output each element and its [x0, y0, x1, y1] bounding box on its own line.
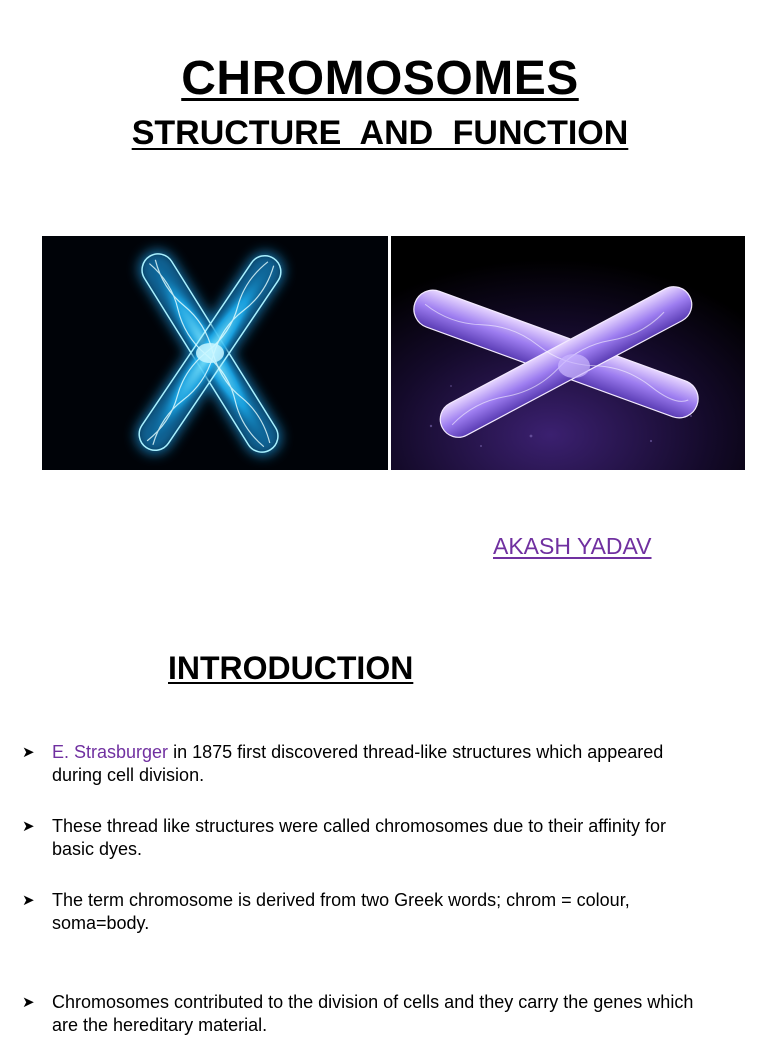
arrowhead-bullet-icon: ➤ [22, 744, 35, 761]
highlighted-name: E. Strasburger [52, 742, 169, 762]
section-heading: INTRODUCTION [168, 650, 414, 686]
author-name: AKASH YADAV [493, 533, 652, 559]
bullet-text: The term chromosome is derived from two Greek words; chrom = colour, soma=body. [52, 890, 630, 933]
chromosome-purple-image [391, 236, 745, 470]
arrowhead-bullet-icon: ➤ [22, 892, 35, 909]
page-subtitle: STRUCTURE AND FUNCTION [131, 114, 629, 152]
bullet-text: These thread like structures were called chromosomes due to their affinity for basic dyes. [52, 816, 666, 859]
arrowhead-bullet-icon: ➤ [22, 818, 35, 835]
bullet-item [22, 889, 722, 935]
bullet-item [22, 741, 722, 787]
bullet-body: in 1875 first discovered thread-like structures which appeared during cell division. [52, 742, 664, 785]
chromosome-blue-image [42, 236, 388, 470]
bullet-text [52, 741, 712, 787]
page-title: CHROMOSOMES [181, 52, 579, 105]
bullet-item [22, 991, 722, 1037]
arrowhead-bullet-icon: ➤ [22, 994, 35, 1011]
bullet-item [22, 815, 722, 861]
bullet-text: Chromosomes contributed to the division of cells and they carry the genes which are the hereditary material. [52, 992, 694, 1035]
